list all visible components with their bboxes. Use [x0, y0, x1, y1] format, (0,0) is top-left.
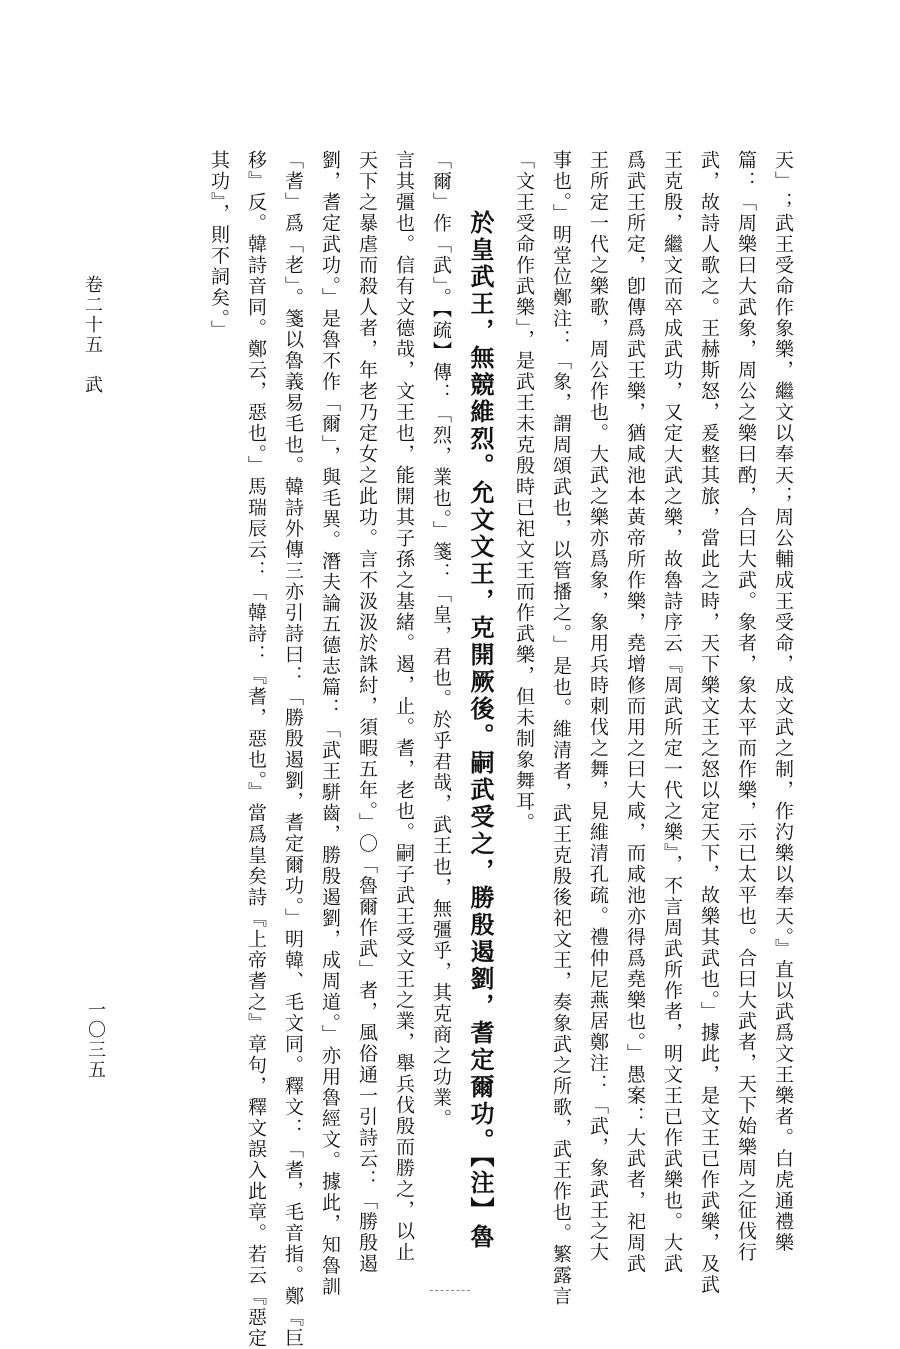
chapter-header: 卷二十五 武	[82, 275, 103, 395]
text-column: 王所定一代之樂歌，周公作也。大武之樂亦爲象，象用兵時刺伐之舞，見維清孔疏。禮仲尼燕居鄭注：「武，象武王之大	[587, 150, 609, 1263]
text-column: 言其彊也。信有文德哉，文王也，能開其子孫之基緒。遏，止。耆，老也。嗣子武王受文王之業，舉兵伐殷而勝之，以止	[393, 150, 415, 1263]
text-column: 王克殷，繼文而卒成武功，又定大武之樂，故魯詩序云『周武所定一代之樂』，不言周武所作者，明文王已作武樂也。大武	[661, 150, 683, 1275]
text-column: 「爾」作「武」。【疏】傳：「烈，業也。」箋：「皇，君也。於乎君哉，武王也，無彊乎，其克商之功業。	[430, 150, 452, 1130]
text-column: 事也。」明堂位鄭注：「象，謂周頌武也，以管播之。」是也。維清者，武王克殷後祀文王，奏象武之所歌，武王作也。繁露言	[550, 150, 572, 1307]
text-column: 武，故詩人歌之。王赫斯怒，爰整其旅，當此之時，天下樂文王之怒以定天下，故樂其武也。」據此，是文王已作武樂，及武	[698, 150, 720, 1296]
text-column: 「耆」爲「老」。箋以魯義易毛也。韓詩外傳三亦引詩曰：「勝殷遏劉，耆定爾功。」明韓、毛文同。釋文：「耆，毛音指。鄭『巨	[282, 150, 304, 1349]
classic-verse-column: 於皇武王，無競維烈。允文文王，克開厥後。嗣武受之，勝殷遏劉，耆定爾功。【注】魯	[466, 210, 495, 1251]
text-column: 篇：「周樂曰大武象，周公之樂曰酌，合曰大武。象者，象太平而作樂，示已太平也。合曰大武者，天下始樂周之征伐行	[735, 150, 757, 1263]
text-column: 爲武王所定，卽傳爲武王樂，猶咸池本黃帝所作樂，堯增修而用之曰大咸，而咸池亦得爲堯樂也。」愚案：大武者，祀周武	[624, 150, 646, 1275]
text-column: 移』反。韓詩音同。鄭云，惡也。」馬瑞辰云：「韓詩：『耆，惡也。』當爲皇矣詩『上帝耆之』章句，釋文誤入此章。若云『惡定	[245, 150, 267, 1349]
text-column: 「文王受命作武樂」，是武王未克殷時已祀文王而作武樂，但未制象舞耳。	[513, 150, 535, 834]
text-column: 劉，耆定武功。」是魯不作「爾」，與毛異。潛夫論五德志篇：「武王駢齒，勝殷遏劉，成周道。」亦用魯經文。據此，知魯訓	[319, 150, 341, 1298]
page-number: 一〇三五	[85, 1000, 106, 1080]
text-column: 天下之暴虐而殺人者，年老乃定女之此功。言不汲汲於誅紂，須暇五年。」〇「魯爾作武」者，風俗通一引詩云：「勝殷遏	[356, 150, 378, 1275]
text-column: 其功』，則不詞矣。」	[208, 150, 230, 341]
text-column: 天」；武王受命作象樂，繼文以奉天；周公輔成王受命，成文武之制，作汋樂以奉天。』直以武爲文王樂者。白虎通禮樂	[772, 150, 794, 1254]
footer-rule	[430, 1290, 470, 1291]
